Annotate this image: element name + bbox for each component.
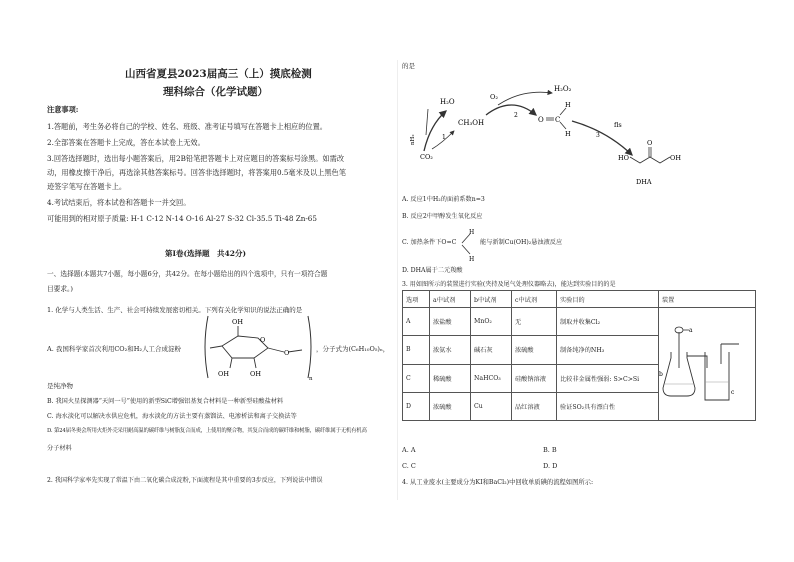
table-cell: 浓硫酸 (430, 392, 471, 420)
step1-label: 1 (442, 134, 446, 141)
starch-oh-label: OH (250, 370, 261, 378)
apparatus-cell (659, 308, 756, 421)
starch-o-label: O (284, 349, 290, 357)
table-cell: 碱石灰 (471, 336, 512, 364)
step3-label: 3 (596, 132, 600, 139)
table-row (403, 308, 756, 336)
notice-line: 3.回答选择题时，选出每小题答案后，用2B铅笔把答题卡上对应题目的答案标号涂黑。如需改 (47, 154, 345, 163)
formaldehyde-h: H (565, 130, 571, 138)
h2o-label: H₂O (440, 98, 455, 106)
h2o2-label: H₂O₂ (554, 85, 572, 93)
formaldehyde-inline (460, 225, 480, 263)
q1-continuation: 是纯净物 (47, 382, 73, 390)
step2-label: 2 (514, 112, 518, 119)
notice-line: 2.全部答案在答题卡上完成，答在本试卷上无效。 (47, 138, 205, 147)
table-cell: B (403, 336, 430, 364)
notice-line: 1.答题前，考生务必将自己的学校、姓名、班级、准考证号填写在答题卡上相应的位置。 (47, 122, 327, 131)
table-header: c中试剂 (512, 291, 557, 308)
table-header: 装置 (659, 291, 756, 308)
nh3-label: nH₂ (410, 134, 416, 145)
table-cell: Cu (471, 392, 512, 420)
q2-option-b: B. 反应2中甲醇发生氧化反应 (402, 213, 483, 220)
q1-stem: 1. 化学与人类生活、生产、社会可持续发展密切相关。下列有关化学知识的说法正确的是 (47, 306, 303, 314)
starch-oh-label: OH (232, 318, 243, 326)
q1-option-a-formula: ，分子式为(C₆H₁₀O₅)ₙ， (316, 345, 390, 353)
q2-stem: 2. 我国科学家率先实现了常温下由二氧化碳合成淀粉,下面流程是其中重要的3步反应，下列说法中错误 (47, 477, 323, 484)
section-intro: 目要求。) (47, 285, 74, 293)
q1-option-c: C. 海水淡化可以解决水供应危机，海水淡化的方法主要有蒸馏法、电渗析法和离子交换法等 (47, 413, 297, 420)
table-cell: MnO₂ (471, 308, 512, 336)
q3-answer-c: C. C (402, 462, 416, 470)
q3-stem: 3. 用如图所示的装置进行实验(夹持及尾气处理仪器略去)，能达到实验目的的是 (402, 281, 616, 288)
q3-answer-b: B. B (543, 446, 557, 454)
q1-option-b: B. 我国火星探测器“天问一号”使用的新型SiC增强铝基复合材料是一种新型硅酸盐材料 (47, 398, 284, 405)
dha-oh: OH (670, 154, 681, 162)
q2-option-c: C. 加热条件下O=C (402, 239, 457, 246)
q4-stem: 4. 从工业废水(主要成分为KI和BaCl₂)中回收单质碘的流程如图所示: (402, 479, 594, 486)
apparatus-label-c: c (731, 389, 735, 396)
table-header: 实验目的 (557, 291, 659, 308)
table-cell: A (403, 308, 430, 336)
table-header: 选项 (403, 291, 430, 308)
section-intro: 一、选择题(本题共7小题，每小题6分，共42分。在每小题给出的四个选项中，只有一项符合题 (47, 270, 328, 278)
q2-stem-cont: 的是 (402, 62, 415, 70)
q3-answer-a: A. A (402, 446, 416, 454)
table-cell: 稀硫酸 (430, 364, 471, 392)
table-cell: 比较非金属性强弱: S>C>Si (557, 364, 659, 392)
co2-label: CO₂ (420, 153, 433, 161)
table-cell: 无 (512, 308, 557, 336)
q1-option-d-cont: 分子材料 (47, 445, 72, 452)
table-cell: 品红溶液 (512, 392, 557, 420)
q2-option-c-suffix: 能与新制Cu(OH)₂悬浊液反应 (480, 239, 563, 246)
table-cell: 制备纯净的NH₃ (557, 336, 659, 364)
q2-option-a: A. 反应1中H₂的面前系数n=3 (402, 196, 485, 203)
section-heading: 第Ⅰ卷(选择题 共42分) (165, 249, 247, 258)
fls-label: fls (614, 121, 622, 129)
column-divider (397, 60, 398, 500)
formaldehyde-c: C (555, 116, 561, 124)
table-cell: 验证SO₂具有漂白性 (557, 392, 659, 420)
q2-option-d: D. DHA属于二元羧酸 (402, 267, 463, 274)
exam-subtitle: 理科综合（化学试题） (163, 86, 268, 98)
notice-line: 迹签字笔写在答题卡上。 (47, 182, 127, 191)
table-cell: NaHCO₃ (471, 364, 512, 392)
table-cell: 浓氨水 (430, 336, 471, 364)
starch-oh-label: OH (218, 370, 229, 378)
notice-line: 4.考试结束后，将本试卷和答题卡一并交回。 (47, 198, 191, 207)
table-cell: 浓硫酸 (512, 336, 557, 364)
apparatus-label-b: b (659, 371, 663, 378)
starch-o-label: O (260, 336, 266, 344)
table-cell: C (403, 364, 430, 392)
table-header-row (403, 291, 756, 308)
q3-table (402, 290, 756, 421)
q3-answer-d: D. D (543, 462, 558, 470)
apparatus-label-a: a (689, 327, 693, 334)
q1-option-d: D. 第24届冬奥会所用火炬外壳采用耐高温的碳纤维与树脂复合而成，上使用的聚合物，其复合而成的碳纤维和树脂，碳纤维属于无机有机高 (47, 428, 367, 434)
starch-structure (198, 312, 316, 382)
formaldehyde-h: H (565, 101, 571, 109)
notice-heading: 注意事项: (47, 105, 79, 114)
dha-ho: HO (618, 154, 629, 162)
reaction-scheme (402, 75, 702, 190)
dha-label: DHA (636, 178, 652, 186)
exam-title: 山西省夏县2023届高三（上）摸底检测 (125, 68, 312, 80)
dha-o: O (647, 139, 653, 147)
table-cell: 硅酸钠溶液 (512, 364, 557, 392)
inline-h: H (469, 229, 475, 236)
table-cell: 制取并收集Cl₂ (557, 308, 659, 336)
formaldehyde-o: O (538, 116, 544, 124)
table-header: a中试剂 (430, 291, 471, 308)
q1-option-a: A. 我国科学家首次利用CO₂和H₂人工合成淀粉 (47, 345, 182, 353)
ch3oh-label: CH₃OH (458, 119, 485, 127)
table-cell: 浓盐酸 (430, 308, 471, 336)
table-cell: D (403, 392, 430, 420)
inline-h: H (469, 256, 475, 263)
table-header: b中试剂 (471, 291, 512, 308)
atomic-masses: 可能用到的相对原子质量: H-1 C-12 N-14 O-16 Al-27 S-32 Cl-35.5 Ti-48 Zn-65 (47, 214, 317, 223)
o2-label: O₂ (490, 93, 498, 101)
notice-line: 动，用橡皮擦干净后，再选涂其他答案标号。回答非选择题时，将答案用0.5毫米及以上黑色笔 (47, 168, 346, 177)
starch-n-label: n (309, 376, 313, 382)
apparatus-diagram (659, 308, 749, 418)
